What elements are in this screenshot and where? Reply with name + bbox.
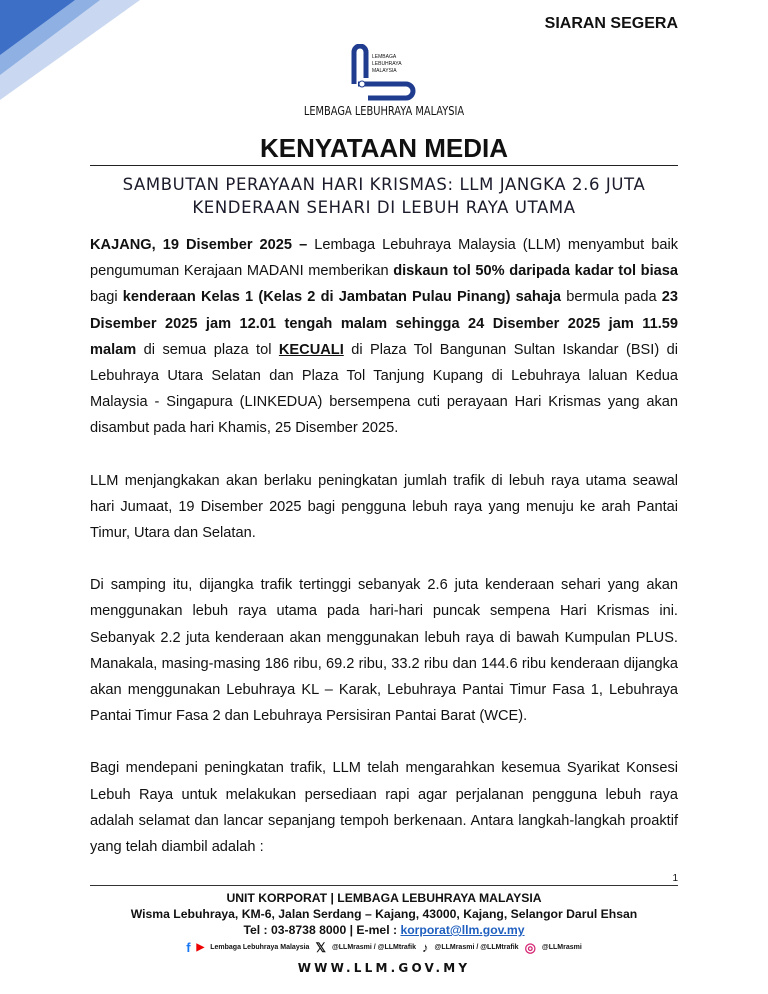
- subtitle: [90, 173, 678, 219]
- paragraph: [90, 232, 678, 442]
- svg-text:LEMBAGA: LEMBAGA: [372, 54, 397, 60]
- svg-text:MALAYSIA: MALAYSIA: [372, 68, 397, 74]
- social-links: [0, 940, 768, 956]
- footer-tel: Tel : 03-8738 8000 | E-mel :: [243, 923, 401, 937]
- paragraph-text: Bagi mendepani peningkatan trafik, LLM telah mengarahkan kesemua Syarikat Konsesi Lebuh Raya untuk melakukan persediaan rapi agar perjalanan pengguna lebuh raya adalah selamat dan lancar sepanjang tempoh berkenaan. Antara langkah-langkah proaktif yang telah diambil adalah :: [90, 760, 678, 856]
- llm-logo-icon: [348, 44, 422, 102]
- footer-unit: UNIT KORPORAT | LEMBAGA LEBUHRAYA MALAYSIA: [226, 891, 542, 905]
- article-body: [90, 232, 678, 886]
- page-title: KENYATAAN MEDIA: [260, 133, 508, 163]
- paragraph-text: di semua plaza tol: [136, 341, 279, 358]
- paragraph-text: diskaun tol 50% daripada kadar tol biasa: [393, 263, 678, 280]
- paragraph-text: LLM menjangkakan akan berlaku peningkatan jumlah trafik di lebuh raya utama seawal hari Jumaat, 19 Disember 2025 bagi pengguna lebuh raya yang menuju ke arah Pantai Timur, Utara dan Selatan.: [90, 472, 678, 542]
- paragraph-text: Di samping itu, dijangka trafik tertinggi sebanyak 2.6 juta kenderaan sehari yang akan menggunakan lebuh raya utama pada hari-hari puncak sempena Hari Krismas ini. Sebanyak 2.2 juta kenderaan akan menggunakan lebuh raya di bawah Kumpulan PLUS. Manakala, masing-masing 186 ribu, 69.2 ribu, 33.2 ribu dan 144.6 ribu kenderaan dijangka akan menggunakan Lebuhraya KL – Karak, Lebuhraya Pantai Timur Fasa 1, Lebuhraya Pantai Timur Fasa 2 dan Lebuhraya Persisiran Pantai Barat (WCE).: [90, 577, 678, 725]
- paragraph-text: bagi: [90, 289, 123, 306]
- tiktok-icon[interactable]: ♪: [422, 940, 429, 955]
- paragraph-text: KAJANG, 19 Disember 2025 –: [90, 237, 308, 253]
- subtitle-line: KENDERAAN SEHARI DI LEBUH RAYA UTAMA: [192, 198, 576, 217]
- social-instagram-handle: @LLMrasmi: [541, 944, 582, 951]
- youtube-icon[interactable]: ▶: [196, 942, 205, 953]
- x-icon[interactable]: 𝕏: [315, 940, 326, 955]
- footer-divider: [90, 885, 678, 886]
- website-link[interactable]: WWW.LLM.GOV.MY: [297, 961, 471, 975]
- social-tiktok-handle: @LLMrasmi / @LLMtrafik: [434, 944, 519, 951]
- email-link[interactable]: korporat@llm.gov.my: [400, 923, 525, 937]
- logo-caption: LEMBAGA LEBUHRAYA MALAYSIA: [303, 104, 465, 118]
- facebook-icon[interactable]: f: [186, 940, 191, 955]
- release-type-label: SIARAN SEGERA: [544, 15, 678, 32]
- paragraph-text: Lembaga Lebuhraya Malaysia (LLM) menyambut baik pengumuman Kerajaan MADANI memberikan: [90, 237, 678, 280]
- footer-address: Wisma Lebuhraya, KM-6, Jalan Serdang – Kajang, 43000, Kajang, Selangor Darul Ehsan: [130, 907, 638, 921]
- title-divider: [90, 165, 678, 166]
- paragraph-text: bermula pada: [561, 289, 662, 306]
- svg-text:LEBUHRAYA: LEBUHRAYA: [372, 61, 402, 67]
- paragraph-text: KECUALI: [278, 341, 344, 358]
- subtitle-line: SAMBUTAN PERAYAAN HARI KRISMAS: LLM JANGKA 2.6 JUTA: [122, 175, 646, 194]
- social-x-handle: @LLMrasmi / @LLMtrafik: [331, 944, 416, 951]
- paragraph: [90, 572, 678, 729]
- footer-contact: [0, 922, 768, 938]
- paragraph-text: 23 Disember 2025 jam 12.01 tengah malam sehingga 24 Disember 2025 jam 11.59 malam: [90, 289, 678, 358]
- paragraph-text: di Plaza Tol Bangunan Sultan Iskandar (BSI) di Lebuhraya Utara Selatan dan Plaza Tol Tanjung Kupang di Lebuhraya laluan Kedua Malaysia - Singapura (LINKEDUA) bersempena cuti perayaan Hari Krismas yang akan disambut pada hari Khamis, 25 Disember 2025.: [90, 341, 678, 437]
- paragraph: [90, 755, 678, 860]
- corner-decoration: [0, 0, 150, 110]
- footer: [0, 890, 768, 976]
- page-number: 1: [672, 873, 678, 884]
- paragraph-text: kenderaan Kelas 1 (Kelas 2 di Jambatan Pulau Pinang) sahaja: [122, 289, 562, 306]
- social-facebook-handle: Lembaga Lebuhraya Malaysia: [210, 944, 310, 951]
- instagram-icon[interactable]: ◎: [524, 940, 536, 955]
- paragraph: [90, 468, 678, 547]
